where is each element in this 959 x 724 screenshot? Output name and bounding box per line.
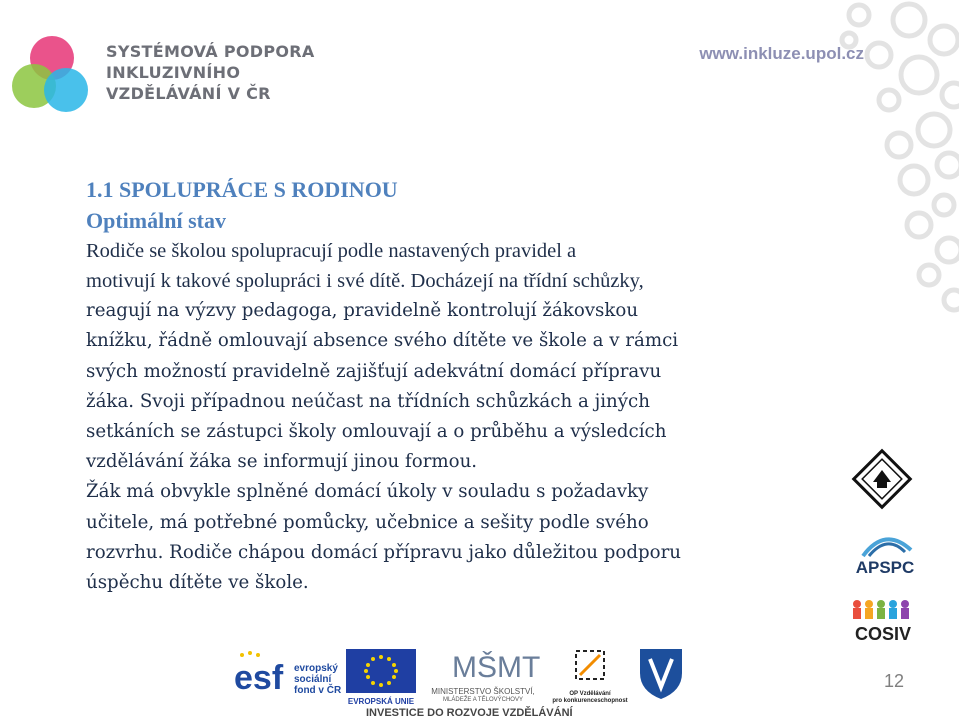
brand-line: INKLUZIVNÍHO xyxy=(106,63,241,82)
msmt-line: MLÁDEŽE A TĚLOVÝCHOVY xyxy=(443,697,523,703)
first-line: Rodiče se školou spolupracují podle nastavených pravidel a xyxy=(86,240,577,262)
esf-logo-icon xyxy=(232,649,290,699)
cosiv-people-icon xyxy=(847,598,919,620)
body-line: svých možností pravidelně zajišťují adekvátní domácí přípravu xyxy=(86,360,662,382)
page-number: 12 xyxy=(884,671,905,691)
brand-line: VZDĚLÁVÁNÍ V ČR xyxy=(106,84,271,103)
brand-line: SYSTÉMOVÁ PODPORA xyxy=(106,42,315,61)
cosiv-logo xyxy=(847,598,919,646)
footer-logos xyxy=(232,645,687,707)
up-olomouc-emblem-icon xyxy=(636,647,686,701)
body-line: žáka. Svoji případnou neúčast na třídních schůzkách a jiných xyxy=(86,390,650,412)
body-line: reagují na výzvy pedagoga, pravidelně kontrolují žákovskou xyxy=(86,300,639,322)
op-vk-mark-icon xyxy=(550,647,630,687)
website-url[interactable]: www.inkluze.upol.cz xyxy=(699,44,864,63)
body-line: Žák má obvykle splněné domácí úkoly v souladu s požadavky xyxy=(86,481,649,503)
apspc-logo xyxy=(845,530,925,580)
svg-text:esf: esf xyxy=(234,659,284,697)
esf-line: sociální xyxy=(294,674,332,685)
slide-title: 1.1 SPOLUPRÁCE S RODINOU xyxy=(86,177,398,202)
body-line: úspěchu dítěte ve škole. xyxy=(86,572,309,594)
footer-tagline: INVESTICE DO ROZVOJE VZDĚLÁVÁNÍ xyxy=(366,707,573,719)
project-brand xyxy=(106,41,326,104)
body-text xyxy=(86,266,826,598)
esf-line: fond v ČR xyxy=(294,685,342,696)
body-line: setkáních se zástupci školy omlouvají a o průběhu a výsledcích xyxy=(86,421,667,443)
op-vk-line: pro konkurenceschopnost xyxy=(552,698,628,704)
op-vk-logo xyxy=(550,647,630,705)
esf-line: evropský xyxy=(294,663,338,674)
apspc-arc-icon xyxy=(845,530,925,558)
slide-subtitle: Optimální stav xyxy=(86,208,226,233)
body-line: rozvrhu. Rodiče chápou domácí přípravu jako důležitou podporu xyxy=(86,541,681,563)
body-line: vzdělávání žáka se informují jinou formou. xyxy=(86,451,478,473)
msmt-mark-icon xyxy=(422,647,544,683)
body-line: knížku, řádně omlouvají absence svého dítěte ve škole a v rámci xyxy=(86,330,679,352)
eu-logo xyxy=(346,649,416,706)
slide-content xyxy=(86,175,826,598)
op-vk-line: OP Vzdělávání xyxy=(569,691,611,697)
project-logo-icon xyxy=(4,30,94,120)
eu-flag-icon xyxy=(346,649,416,693)
msmt-line: MINISTERSTVO ŠKOLSTVÍ, xyxy=(431,687,535,696)
body-line: motivují k takové spolupráci i své dítě. Docházejí na třídní schůzky, xyxy=(86,270,644,292)
msmt-label xyxy=(422,687,544,705)
body-line: učitele, má potřebné pomůcky, učebnice a sešity podle svého xyxy=(86,511,649,533)
esf-label xyxy=(294,663,341,696)
cosiv-label: COSIV xyxy=(854,624,911,644)
clovek-v-tisni-logo-icon xyxy=(849,446,915,512)
msmt-logo xyxy=(422,647,544,705)
apspc-label: APSPC xyxy=(855,558,915,577)
eu-label: EVROPSKÁ UNIE xyxy=(347,697,415,706)
op-vk-label xyxy=(550,691,630,705)
svg-text:MŠMT: MŠMT xyxy=(452,651,541,683)
